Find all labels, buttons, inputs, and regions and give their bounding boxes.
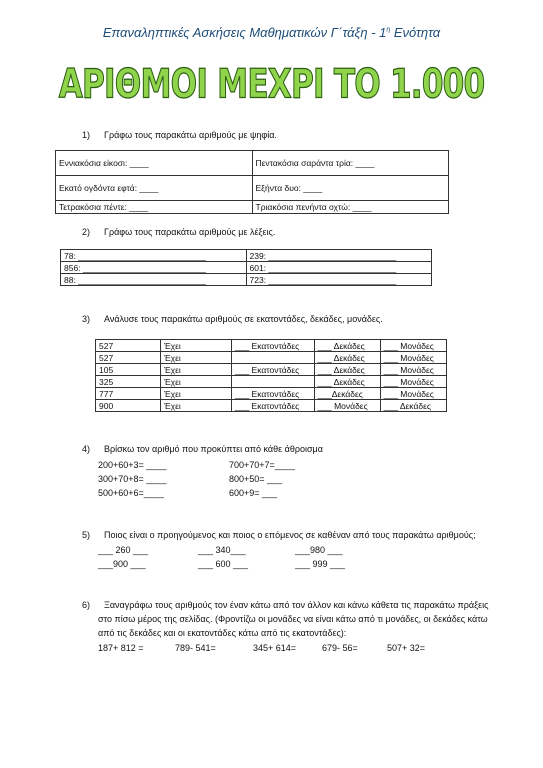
table-cell: Έχει	[161, 340, 232, 352]
table-cell[interactable]: ___ Εκατοντάδες	[232, 400, 315, 412]
question-1-table	[55, 150, 449, 214]
table-row	[96, 376, 447, 388]
table-cell[interactable]: ___ Μονάδες	[380, 388, 446, 400]
table-cell[interactable]: ___ Εκατοντάδες	[232, 364, 315, 376]
question-3-number: 3)	[82, 314, 91, 324]
table-cell[interactable]: Εννιακόσια είκοσι: ____	[56, 151, 253, 176]
table-cell[interactable]: 723: ___________________________	[246, 274, 432, 286]
worksheet-header	[0, 25, 543, 40]
header-end: Ενότητα	[390, 25, 441, 40]
table-cell[interactable]: Εκατό ογδόντα εφτά: ____	[56, 176, 253, 201]
question-3-table	[95, 339, 447, 412]
sum-item[interactable]: 500+60+6=____	[98, 488, 164, 498]
table-cell[interactable]: ___ Δεκάδες	[314, 376, 380, 388]
table-cell[interactable]: 601: ___________________________	[246, 262, 432, 274]
table-cell: 527	[96, 352, 161, 364]
question-5-number: 5)	[82, 530, 91, 540]
question-4-text: Βρίσκω τον αριθμό που προκύπτει από κάθε άθροισμα	[104, 444, 323, 454]
question-2	[82, 227, 275, 237]
table-row	[56, 176, 449, 201]
table-cell[interactable]: ___ Μονάδες	[380, 376, 446, 388]
table-row	[96, 400, 447, 412]
table-row	[56, 201, 449, 214]
table-cell: Έχει	[161, 388, 232, 400]
question-6-line-2: στο πίσω μέρος της σελίδας. (Φροντίζω οι μονάδες να είναι κάτω από τι μονάδες, οι δεκάδες κάτω	[98, 614, 488, 624]
big-title-text: ΑΡΙΘΜΟΙ ΜΕΧΡΙ ΤΟ 1.000	[58, 60, 485, 108]
table-cell[interactable]: Τριακόσια πενήντα οχτώ: ____	[252, 201, 449, 214]
question-1	[82, 130, 277, 140]
table-cell[interactable]: 239: ___________________________	[246, 250, 432, 262]
question-2-number: 2)	[82, 227, 91, 237]
question-6-number: 6)	[82, 600, 91, 610]
table-cell: 325	[96, 376, 161, 388]
table-cell[interactable]: ___ Μονάδες	[380, 352, 446, 364]
table-cell[interactable]: Εξήντα δυο: ____	[252, 176, 449, 201]
table-cell[interactable]: 88: ___________________________	[61, 274, 247, 286]
table-cell: Έχει	[161, 376, 232, 388]
table-cell[interactable]	[232, 376, 315, 388]
table-cell[interactable]: ___ Δεκάδες	[380, 400, 446, 412]
table-cell[interactable]: ___ Δεκάδες	[314, 340, 380, 352]
question-6-line-1: Ξαναγράφω τους αριθμούς τον έναν κάτω από τον άλλον και κάνω κάθετα τις παρακάτω πράξεις	[104, 600, 489, 610]
question-1-text: Γράφω τους παρακάτω αριθμούς με ψηφία.	[104, 130, 277, 140]
table-row	[96, 388, 447, 400]
table-cell: 105	[96, 364, 161, 376]
neighbor-item[interactable]: ___980 ___	[295, 545, 343, 555]
table-cell[interactable]: ___ Δεκάδες	[314, 364, 380, 376]
neighbor-item[interactable]: ___ 260 ___	[98, 545, 149, 555]
table-cell[interactable]: ___ Εκατοντάδες	[232, 388, 315, 400]
question-5	[82, 530, 476, 540]
sum-item[interactable]: 300+70+8= ____	[98, 474, 167, 484]
sum-item[interactable]: 800+50= ___	[229, 474, 283, 484]
table-cell[interactable]: 856: __________________________	[61, 262, 247, 274]
operation-item: 187+ 812 =	[98, 643, 144, 653]
question-4-number: 4)	[82, 444, 91, 454]
sum-item[interactable]: 700+70+7=____	[229, 460, 295, 470]
table-cell: 777	[96, 388, 161, 400]
table-cell[interactable]: ___ Εκατοντάδες	[232, 340, 315, 352]
table-cell: Έχει	[161, 352, 232, 364]
question-4	[82, 444, 323, 454]
question-6	[82, 600, 488, 610]
sum-item[interactable]: 200+60+3= ____	[98, 460, 167, 470]
neighbor-item[interactable]: ___ 999 ___	[295, 559, 346, 569]
operation-item: 679- 56=	[322, 643, 358, 653]
neighbor-item[interactable]: ___ 340___	[198, 545, 246, 555]
table-row	[96, 352, 447, 364]
question-5-text: Ποιος είναι ο προηγούμενος και ποιος ο επόμενος σε καθέναν από τους παρακάτω αριθμούς;	[104, 530, 476, 540]
table-cell: Έχει	[161, 400, 232, 412]
table-cell[interactable]: ___ Μονάδες	[314, 400, 380, 412]
sum-item[interactable]: 600+9= ___	[229, 488, 278, 498]
operation-item: 345+ 614=	[253, 643, 297, 653]
table-cell: Έχει	[161, 364, 232, 376]
table-row	[61, 262, 432, 274]
header-superscript: η	[386, 26, 391, 34]
table-row	[61, 274, 432, 286]
table-row	[56, 151, 449, 176]
big-title	[0, 62, 543, 106]
question-3-text: Ανάλυσε τους παρακάτω αριθμούς σε εκατοντάδες, δεκάδες, μονάδες.	[104, 314, 383, 324]
question-6-line-3: από τις δεκάδες και οι εκατοντάδες κάτω από τις εκατοντάδες):	[98, 628, 347, 638]
table-cell[interactable]: ___Δεκάδες	[314, 388, 380, 400]
table-row	[61, 250, 432, 262]
neighbor-item[interactable]: ___ 600 ___	[198, 559, 249, 569]
table-cell: 527	[96, 340, 161, 352]
table-cell[interactable]: 78: ___________________________	[61, 250, 247, 262]
question-3	[82, 314, 383, 324]
question-2-text: Γράφω τους παρακάτω αριθμούς με λέξεις.	[104, 227, 276, 237]
question-1-number: 1)	[82, 130, 91, 140]
table-row	[96, 340, 447, 352]
table-cell: 900	[96, 400, 161, 412]
table-row	[96, 364, 447, 376]
neighbor-item[interactable]: ___900 ___	[98, 559, 146, 569]
operation-item: 507+ 32=	[387, 643, 426, 653]
header-text: Επαναληπτικές Ασκήσεις Μαθηματικών Γ΄τάξη - 1	[102, 25, 387, 40]
table-cell[interactable]: ___ Μονάδες	[380, 364, 446, 376]
question-2-table	[60, 249, 432, 286]
table-cell[interactable]: Τετρακόσια πέντε: ____	[56, 201, 253, 214]
table-cell[interactable]: Πεντακόσια σαράντα τρία: ____	[252, 151, 449, 176]
table-cell[interactable]: ___ Δεκάδες	[314, 352, 380, 364]
table-cell[interactable]	[232, 352, 315, 364]
table-cell[interactable]: ___ Μονάδες	[380, 340, 446, 352]
operation-item: 789- 541=	[175, 643, 216, 653]
